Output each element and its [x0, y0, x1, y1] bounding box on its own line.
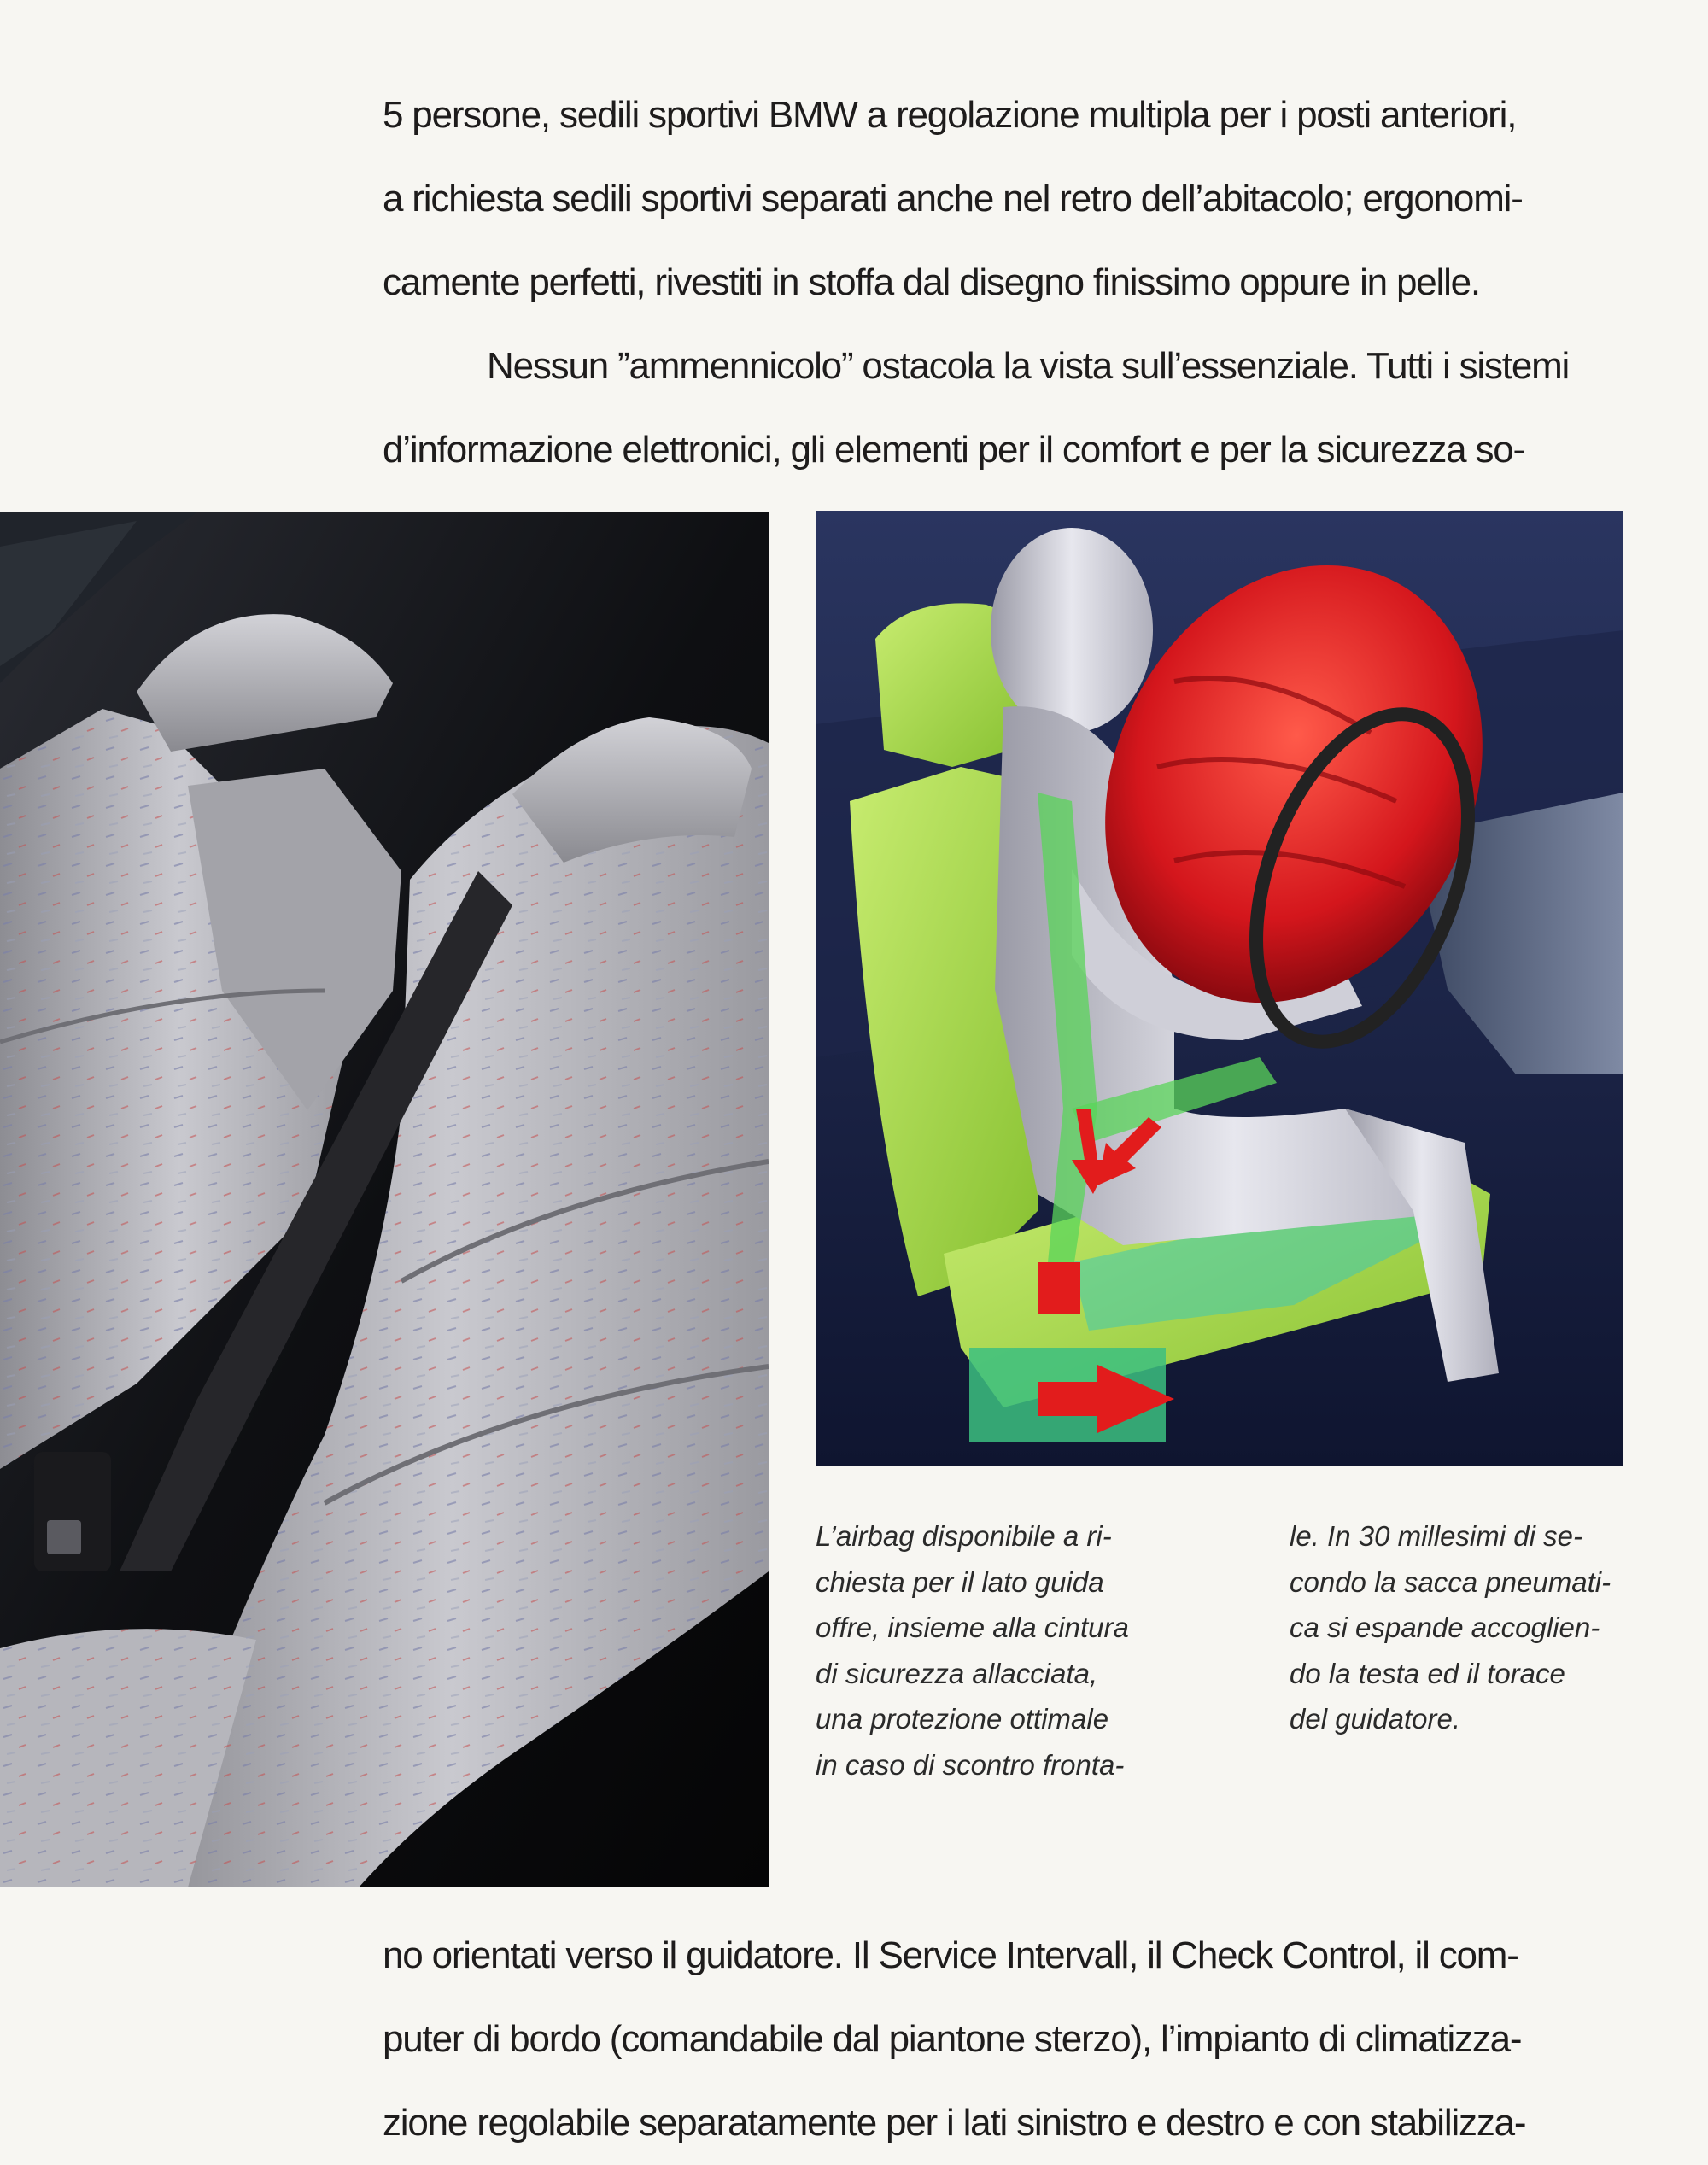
caption-line: offre, insieme alla cintura: [816, 1612, 1129, 1643]
rear-seat-image: [0, 512, 769, 1887]
body-line: Nessun ”ammennicolo” ostacola la vista sull’essenziale. Tutti i sistemi: [487, 345, 1570, 387]
caption-line: di sicurezza allacciata,: [816, 1657, 1098, 1689]
airbag-illustration: [816, 511, 1623, 1466]
caption-line: le. In 30 millesimi di se-: [1290, 1520, 1582, 1552]
body-line: puter di bordo (comandabile dal piantone sterzo), l’impianto di climatizza-: [383, 2018, 1522, 2060]
rear-seat-photo: [0, 512, 769, 1887]
body-line: 5 persone, sedili sportivi BMW a regolazione multipla per i posti anteriori,: [383, 94, 1517, 136]
caption-line: del guidatore.: [1290, 1703, 1460, 1735]
caption-line: condo la sacca pneumati-: [1290, 1565, 1611, 1598]
caption-line: do la testa ed il torace: [1290, 1657, 1565, 1689]
caption-right: [1290, 1513, 1611, 1742]
body-line: a richiesta sedili sportivi separati anche nel retro dell’abitacolo; ergonomi-: [383, 178, 1523, 219]
caption-line: chiesta per il lato guida: [816, 1565, 1104, 1598]
caption-line: L’airbag disponibile a ri-: [816, 1520, 1112, 1552]
airbag-diagram: [816, 511, 1623, 1466]
body-line: d’informazione elettronici, gli elementi per il comfort e per la sicurezza so-: [383, 429, 1525, 471]
body-text-top: [383, 73, 1617, 492]
caption-left: [816, 1513, 1129, 1788]
caption-line: in caso di scontro fronta-: [816, 1748, 1125, 1781]
caption-line: una protezione ottimale: [816, 1703, 1109, 1735]
body-line: camente perfetti, rivestiti in stoffa dal disegno finissimo oppure in pelle.: [383, 261, 1480, 303]
caption-line: ca si espande accoglien-: [1290, 1612, 1600, 1643]
body-text-bottom: [383, 1914, 1617, 2165]
body-line: no orientati verso il guidatore. Il Service Intervall, il Check Control, il com-: [383, 1934, 1518, 1976]
body-line: zione regolabile separatamente per i lati sinistro e destro e con stabilizza-: [383, 2102, 1526, 2144]
